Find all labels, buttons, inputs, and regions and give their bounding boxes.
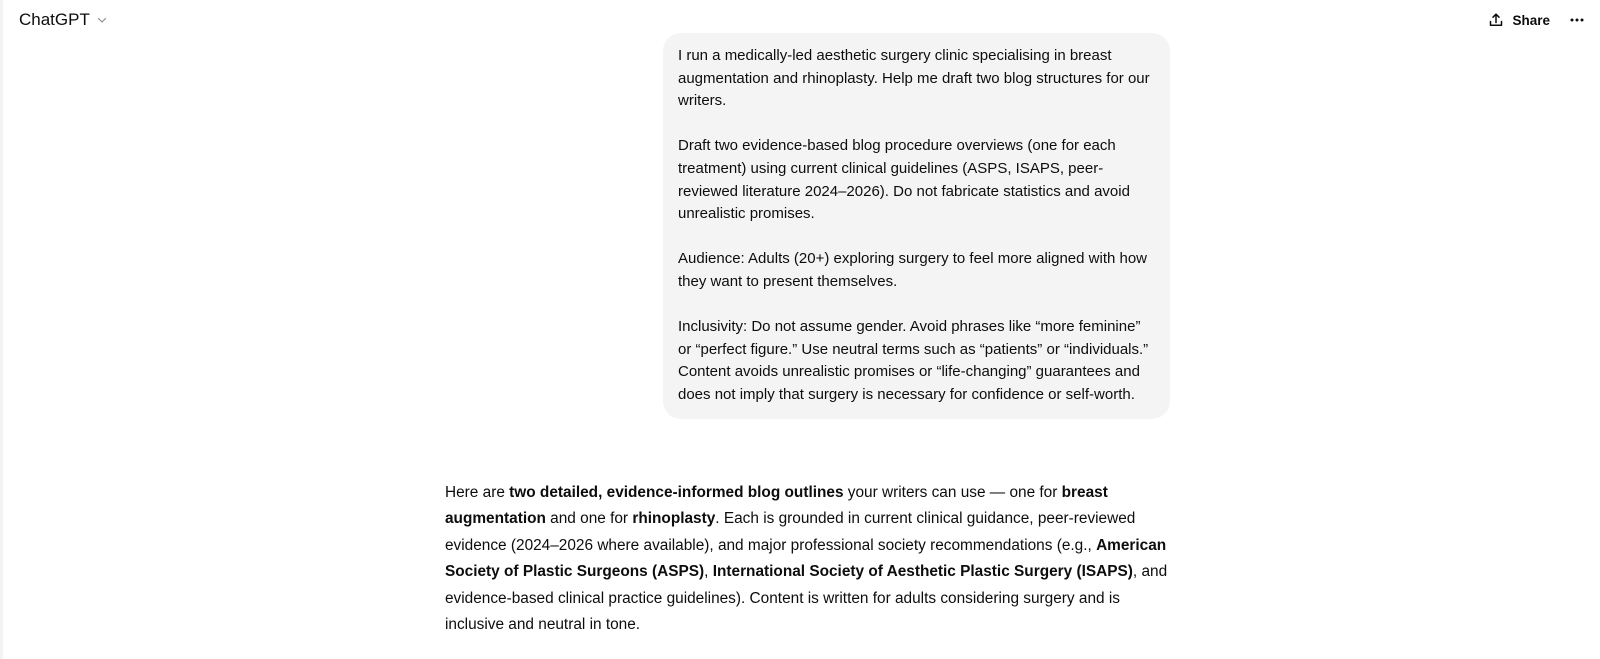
assistant-intro-paragraph bbox=[445, 480, 1175, 638]
top-actions bbox=[1488, 11, 1586, 29]
model-name: ChatGPT bbox=[19, 10, 90, 29]
model-selector[interactable] bbox=[19, 10, 108, 30]
bold-segment: breast augmentation bbox=[445, 484, 1108, 528]
user-message-paragraph: Audience: Adults (20+) exploring surgery to feel more aligned with how they want to present themselves. bbox=[678, 250, 1148, 290]
text-segment: , and evidence-based clinical practice guidelines). Content is written for adults considering surgery and is inclusive and neutral in tone. bbox=[445, 563, 1168, 634]
bold-segment: two detailed, evidence-informed blog outlines bbox=[509, 484, 844, 501]
more-horizontal-icon bbox=[1568, 11, 1586, 29]
text-segment: your writers can use — one for bbox=[843, 484, 1062, 501]
text-segment: and one for bbox=[545, 510, 633, 528]
share-button[interactable] bbox=[1488, 12, 1550, 28]
bold-segment: American Society of Plastic Surgeons (ASPS) bbox=[445, 536, 1167, 581]
text-segment: Here are bbox=[445, 484, 510, 501]
user-message-bubble bbox=[663, 33, 1170, 419]
bold-segment: rhinoplasty bbox=[632, 510, 716, 528]
bold-segment: International Society of Aesthetic Plastic Surgery (ISAPS) bbox=[712, 563, 1133, 581]
user-message-paragraph: I run a medically-led aesthetic surgery clinic specialising in breast augmentation and rhinoplasty. Help me draft two blog structures for our writers. bbox=[678, 47, 1150, 110]
text-segment: , bbox=[704, 563, 713, 581]
text-segment: . Each is grounded in current clinical guidance, peer-reviewed evidence (2024–2026 where available), and major professional society recommendations (e.g., bbox=[445, 510, 1136, 554]
more-options-button[interactable] bbox=[1568, 11, 1586, 29]
assistant-message bbox=[445, 480, 1175, 638]
user-message-paragraph: Draft two evidence-based blog procedure overviews (one for each treatment) using current clinical guidelines (ASPS, ISAPS, peer-reviewed literature 2024–2026). Do not fabricate statistics and avoid unrealistic promises. bbox=[678, 137, 1130, 223]
chevron-down-icon bbox=[96, 14, 108, 26]
user-message-paragraph: Inclusivity: Do not assume gender. Avoid phrases like “more feminine” or “perfect figure.” Use neutral terms such as “patients” or “individuals.” Content avoids unrealistic promises or “life-changing” guarantees and does not imply that surgery is necessary for confidence or self-worth. bbox=[678, 318, 1149, 403]
share-label: Share bbox=[1512, 12, 1550, 28]
share-upload-icon bbox=[1488, 12, 1504, 28]
